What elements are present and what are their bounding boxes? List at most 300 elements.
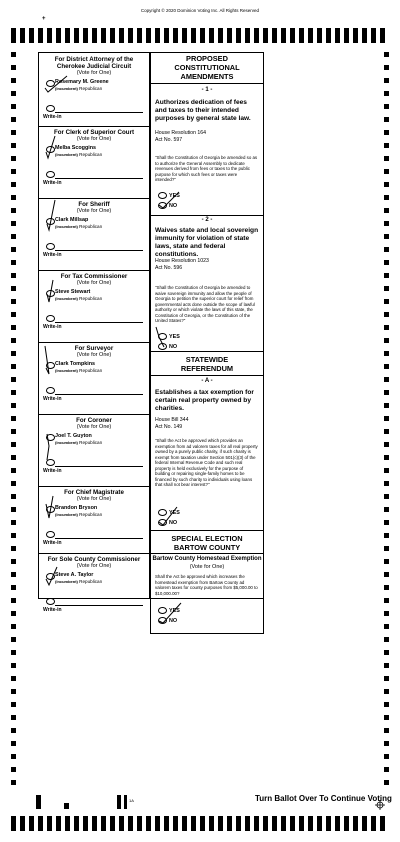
turn-over-instruction: Turn Ballot Over To Continue Voting: [255, 794, 392, 803]
timing-mark: [191, 816, 196, 831]
writein-oval[interactable]: [46, 243, 55, 250]
vote-for: (Vote for One): [189, 564, 225, 570]
timing-mark: [11, 715, 16, 720]
race-title: For District Attorney of the Cherokee Judicial Circuit: [54, 56, 134, 70]
race-contest: [39, 486, 149, 554]
timing-mark: [384, 403, 389, 408]
question-text: "Shall the Act be approved which provides an exemption from ad valorem taxes for all real property owned by a purely public charity, if such charity is exempt from taxation under Section 501(c)(3) of the federal Internal Revenue Code and such real property is held exclusively for the purpose of building or repairing single-family homes to be financed by such charity to individuals using loans that shall not bear interest?": [155, 438, 258, 487]
timing-mark: [65, 28, 70, 43]
timing-mark: [384, 130, 389, 135]
timing-mark: [326, 28, 331, 43]
timing-mark: [11, 156, 16, 161]
timing-mark: [384, 390, 389, 395]
timing-mark: [11, 91, 16, 96]
timing-mark: [384, 195, 389, 200]
divider: [151, 351, 263, 352]
timing-mark: [384, 767, 389, 772]
registration-plus: +: [42, 16, 46, 22]
writein-line[interactable]: [55, 250, 143, 251]
timing-mark: [384, 728, 389, 733]
amendments-header: PROPOSED CONSTITUTIONAL AMENDMENTS: [174, 54, 240, 81]
writein-oval[interactable]: [46, 105, 55, 112]
timing-mark: [384, 221, 389, 226]
timing-mark: [353, 816, 358, 831]
timing-mark: [227, 816, 232, 831]
timing-mark: [11, 338, 16, 343]
writein-label: Write-in: [43, 468, 62, 474]
timing-mark: [119, 28, 124, 43]
timing-mark: [371, 816, 376, 831]
timing-mark: [11, 455, 16, 460]
vote-for: (Vote for One): [76, 424, 112, 430]
timing-mark: [384, 559, 389, 564]
vote-for: (Vote for One): [76, 280, 112, 286]
timing-mark: [173, 816, 178, 831]
timing-mark: [384, 143, 389, 148]
timing-mark: [384, 247, 389, 252]
writein-line[interactable]: [55, 466, 143, 467]
writein-line[interactable]: [55, 178, 143, 179]
writein-oval[interactable]: [46, 531, 55, 538]
timing-mark: [11, 689, 16, 694]
timing-mark: [38, 816, 43, 831]
timing-mark: [137, 28, 142, 43]
timing-mark: [384, 91, 389, 96]
timing-mark: [11, 78, 16, 83]
timing-mark: [272, 28, 277, 43]
writein-label: Write-in: [43, 180, 62, 186]
timing-mark: [384, 468, 389, 473]
vote-for: (Vote for One): [76, 70, 112, 76]
candidate-party: (Incumbent) Republican: [55, 579, 103, 584]
race-contest: [39, 198, 149, 271]
timing-mark: [11, 403, 16, 408]
timing-mark: [236, 816, 241, 831]
timing-mark: [182, 28, 187, 43]
question-text: "Shall the Constitution of Georgia be amended so as to authorize the General Assembly to dedicate revenues derived from fees or taxes to the public purpose for which such fees or taxes were intended?": [155, 155, 258, 182]
candidate-party: (Incumbent) Republican: [55, 152, 103, 157]
timing-mark: [384, 234, 389, 239]
timing-mark: [101, 28, 106, 43]
candidate-name: Rosemary M. Greene: [55, 79, 109, 85]
timing-mark: [74, 28, 79, 43]
timing-mark: [384, 169, 389, 174]
question-ref: House Resolution 1023 Act No. 596: [155, 258, 209, 271]
timing-mark: [200, 816, 205, 831]
writein-line[interactable]: [55, 394, 143, 395]
candidate-party: (Incumbent) Republican: [55, 512, 103, 517]
timing-mark: [384, 741, 389, 746]
timing-mark: [384, 754, 389, 759]
timing-mark: [11, 637, 16, 642]
left-timing-marks: [11, 52, 16, 792]
timing-mark: [245, 28, 250, 43]
question-title: Authorizes dedication of fees and taxes to their intended purposes by general state law.: [155, 99, 251, 122]
timing-mark: [236, 28, 241, 43]
pen-mark: [157, 190, 181, 210]
timing-mark: [11, 104, 16, 109]
timing-mark: [384, 598, 389, 603]
timing-mark: [384, 273, 389, 278]
timing-mark: [20, 816, 25, 831]
corner-code: 1A: [129, 798, 134, 803]
timing-mark: [11, 28, 16, 43]
vote-for: (Vote for One): [76, 352, 112, 358]
timing-mark: [146, 28, 151, 43]
timing-mark: [384, 637, 389, 642]
timing-mark: [11, 169, 16, 174]
timing-mark: [384, 182, 389, 187]
timing-mark: [11, 702, 16, 707]
timing-mark: [384, 299, 389, 304]
timing-mark: [384, 663, 389, 668]
candidate-name: Steve A. Taylor: [55, 572, 94, 578]
pen-mark: [157, 601, 185, 625]
candidate-party: (Incumbent) Republican: [55, 296, 103, 301]
timing-mark: [384, 260, 389, 265]
timing-mark: [308, 816, 313, 831]
timing-mark: [384, 780, 389, 785]
candidate-name: Clark Millsap: [55, 217, 89, 223]
timing-mark: [272, 816, 277, 831]
timing-mark: [11, 494, 16, 499]
race-title: For Surveyor: [74, 345, 114, 352]
timing-mark: [317, 28, 322, 43]
writein-line[interactable]: [55, 605, 143, 606]
no-choice[interactable]: NO: [158, 202, 177, 209]
yes-choice[interactable]: YES: [158, 607, 180, 614]
writein-label: Write-in: [43, 114, 62, 120]
timing-mark: [146, 816, 151, 831]
timing-mark: [384, 624, 389, 629]
writein-line[interactable]: [55, 322, 143, 323]
timing-mark: [380, 816, 385, 831]
no-choice[interactable]: NO: [158, 617, 177, 624]
timing-mark: [11, 754, 16, 759]
timing-mark: [218, 28, 223, 43]
divider: [151, 530, 263, 531]
pen-mark: [43, 413, 73, 453]
timing-mark: [384, 117, 389, 122]
timing-mark: [11, 442, 16, 447]
code-block: [64, 803, 69, 809]
candidate-name: Brandon Bryson: [55, 505, 98, 511]
timing-mark: [290, 28, 295, 43]
timing-mark: [155, 28, 160, 43]
timing-mark: [11, 273, 16, 278]
timing-mark: [11, 611, 16, 616]
timing-mark: [384, 546, 389, 551]
timing-mark: [384, 429, 389, 434]
writein-label: Write-in: [43, 252, 62, 258]
question-a: [151, 375, 263, 555]
race-contest: [39, 270, 149, 343]
question-number: - 1 -: [201, 87, 213, 93]
question-number: - 2 -: [201, 217, 213, 223]
timing-mark: [47, 28, 52, 43]
timing-mark: [11, 52, 16, 57]
code-block: [117, 795, 121, 809]
timing-mark: [384, 364, 389, 369]
writein-label: Write-in: [43, 324, 62, 330]
timing-mark: [384, 507, 389, 512]
timing-mark: [11, 767, 16, 772]
race-title: For Sole County Commissioner: [47, 556, 141, 563]
question-ref: House Bill 344 Act No. 149: [155, 417, 189, 430]
timing-mark: [353, 28, 358, 43]
timing-mark: [11, 533, 16, 538]
timing-mark: [11, 585, 16, 590]
timing-mark: [83, 28, 88, 43]
timing-mark: [384, 611, 389, 616]
yes-choice[interactable]: YES: [158, 333, 180, 340]
vote-for: (Vote for One): [76, 496, 112, 502]
writein-label: Write-in: [43, 396, 62, 402]
timing-mark: [11, 195, 16, 200]
candidate-party: (Incumbent) Republican: [55, 224, 103, 229]
timing-mark: [56, 816, 61, 831]
timing-mark: [11, 572, 16, 577]
timing-mark: [182, 816, 187, 831]
timing-mark: [384, 676, 389, 681]
timing-mark: [56, 28, 61, 43]
writein-line[interactable]: [55, 112, 143, 113]
writein-oval[interactable]: [46, 315, 55, 322]
timing-mark: [29, 28, 34, 43]
candidate-name: Steve Stewart: [55, 289, 91, 295]
candidate-name: Clark Tompkins: [55, 361, 96, 367]
timing-mark: [11, 364, 16, 369]
timing-mark: [11, 429, 16, 434]
yes-choice[interactable]: YES: [158, 192, 180, 199]
timing-mark: [384, 494, 389, 499]
timing-mark: [11, 221, 16, 226]
races-column: [38, 52, 150, 613]
question-title: Establishes a tax exemption for certain real property owned by charities.: [155, 389, 254, 412]
timing-mark: [335, 28, 340, 43]
timing-mark: [65, 816, 70, 831]
timing-mark: [384, 312, 389, 317]
timing-mark: [371, 28, 376, 43]
no-choice[interactable]: NO: [158, 519, 177, 526]
timing-mark: [245, 816, 250, 831]
candidate-name: Melba Scoggins: [55, 145, 97, 151]
timing-mark: [227, 28, 232, 43]
timing-mark: [11, 598, 16, 603]
timing-mark: [344, 816, 349, 831]
timing-mark: [384, 650, 389, 655]
timing-mark: [11, 182, 16, 187]
race-contest: [39, 414, 149, 487]
timing-mark: [173, 28, 178, 43]
timing-mark: [384, 104, 389, 109]
timing-mark: [380, 28, 385, 43]
timing-mark: [101, 816, 106, 831]
pen-mark: [43, 485, 73, 525]
timing-mark: [29, 816, 34, 831]
timing-mark: [11, 260, 16, 265]
race-title: For Chief Magistrate: [64, 489, 124, 496]
pen-mark: [43, 125, 73, 165]
vote-for: (Vote for One): [76, 563, 112, 569]
question-number: - A -: [201, 378, 213, 384]
timing-mark: [11, 351, 16, 356]
timing-mark: [200, 28, 205, 43]
race-contest: [39, 53, 149, 127]
timing-mark: [11, 816, 16, 831]
timing-mark: [20, 28, 25, 43]
pen-mark: [153, 325, 167, 351]
bottom-timing-marks: [11, 816, 389, 831]
yes-choice[interactable]: YES: [158, 509, 180, 516]
timing-mark: [384, 702, 389, 707]
timing-mark: [128, 816, 133, 831]
race-contest: [39, 342, 149, 415]
timing-mark: [384, 52, 389, 57]
code-block: [124, 795, 127, 809]
candidate-party: (Incumbent) Republican: [55, 440, 103, 445]
timing-mark: [11, 65, 16, 70]
timing-mark: [326, 816, 331, 831]
timing-mark: [11, 416, 16, 421]
copyright-line: Copyright © 2020 Dominion Voting Inc. All Rights Reserved: [140, 8, 260, 13]
timing-mark: [11, 143, 16, 148]
vote-for: (Vote for One): [76, 208, 112, 214]
timing-mark: [11, 312, 16, 317]
timing-mark: [384, 351, 389, 356]
timing-mark: [317, 816, 322, 831]
race-title: For Coroner: [76, 417, 112, 424]
timing-mark: [384, 572, 389, 577]
writein-label: Write-in: [43, 540, 62, 546]
timing-mark: [384, 455, 389, 460]
question-ref: House Resolution 164 Act No. 597: [155, 130, 207, 143]
timing-mark: [11, 325, 16, 330]
candidate-party: (Incumbent) Republican: [55, 368, 103, 373]
top-timing-marks: [11, 28, 389, 43]
timing-mark: [209, 816, 214, 831]
timing-mark: [335, 816, 340, 831]
timing-mark: [218, 816, 223, 831]
timing-mark: [92, 816, 97, 831]
timing-mark: [11, 130, 16, 135]
timing-mark: [254, 816, 259, 831]
writein-oval[interactable]: [46, 598, 55, 605]
timing-mark: [137, 816, 142, 831]
timing-mark: [308, 28, 313, 43]
writein-line[interactable]: [55, 538, 143, 539]
timing-mark: [164, 28, 169, 43]
timing-mark: [11, 780, 16, 785]
pen-mark: [43, 269, 73, 309]
timing-mark: [384, 585, 389, 590]
timing-mark: [47, 816, 52, 831]
timing-mark: [11, 663, 16, 668]
timing-mark: [384, 520, 389, 525]
vote-for: (Vote for One): [76, 136, 112, 142]
pen-mark: [43, 197, 73, 237]
timing-mark: [110, 816, 115, 831]
timing-mark: [11, 468, 16, 473]
timing-mark: [290, 816, 295, 831]
timing-mark: [11, 117, 16, 122]
timing-mark: [384, 442, 389, 447]
writein-oval[interactable]: [46, 171, 55, 178]
timing-mark: [384, 208, 389, 213]
race-contest: [39, 126, 149, 199]
timing-mark: [384, 65, 389, 70]
timing-mark: [92, 28, 97, 43]
referendum-header: STATEWIDE REFERENDUM: [180, 355, 234, 373]
pen-mark: [43, 59, 73, 99]
timing-mark: [384, 416, 389, 421]
question-text: Shall the Act be approved which increases the homestead exemption from Bartow County ad valorem taxes for county purposes from $5,000.00 to $10,000.00?: [155, 574, 258, 596]
pen-mark: [43, 341, 73, 381]
question-text: "Shall the Constitution of Georgia be amended to waive sovereign immunity and allow the people of Georgia to petition the superior court for relief from governmental acts done outside the scope of lawful authority or which violate the laws of this state, the Constitution of Georgia, or the Constitution of the United States?": [155, 285, 255, 323]
timing-mark: [384, 481, 389, 486]
timing-mark: [384, 78, 389, 83]
timing-mark: [362, 816, 367, 831]
timing-mark: [11, 741, 16, 746]
race-title: For Sheriff: [78, 201, 110, 208]
timing-mark: [263, 28, 268, 43]
timing-mark: [11, 390, 16, 395]
timing-mark: [11, 299, 16, 304]
timing-mark: [11, 520, 16, 525]
timing-mark: [11, 559, 16, 564]
timing-mark: [11, 676, 16, 681]
timing-mark: [299, 816, 304, 831]
timing-mark: [164, 816, 169, 831]
measures-column: [150, 52, 264, 599]
timing-mark: [11, 507, 16, 512]
timing-mark: [74, 816, 79, 831]
timing-mark: [11, 481, 16, 486]
timing-mark: [384, 156, 389, 161]
candidate-party: (Incumbent) Republican: [55, 86, 103, 91]
race-title: For Clerk of Superior Court: [53, 129, 135, 136]
timing-mark: [128, 28, 133, 43]
timing-mark: [110, 28, 115, 43]
timing-mark: [155, 816, 160, 831]
timing-mark: [11, 624, 16, 629]
code-block: [36, 795, 41, 809]
timing-mark: [362, 28, 367, 43]
no-choice[interactable]: NO: [158, 343, 177, 350]
timing-mark: [344, 28, 349, 43]
timing-mark: [281, 28, 286, 43]
timing-mark: [11, 728, 16, 733]
race-title: For Tax Commissioner: [60, 273, 128, 280]
timing-mark: [254, 28, 259, 43]
question-homestead: [151, 553, 263, 598]
timing-mark: [384, 715, 389, 720]
writein-oval[interactable]: [46, 387, 55, 394]
timing-mark: [384, 338, 389, 343]
timing-mark: [384, 325, 389, 330]
timing-mark: [209, 28, 214, 43]
race-contest: [39, 553, 149, 613]
timing-mark: [11, 286, 16, 291]
timing-mark: [11, 247, 16, 252]
timing-mark: [191, 28, 196, 43]
timing-mark: [384, 689, 389, 694]
timing-mark: [263, 816, 268, 831]
homestead-choices: [150, 597, 264, 634]
timing-mark: [11, 234, 16, 239]
timing-mark: [11, 208, 16, 213]
pen-mark: [43, 552, 73, 592]
